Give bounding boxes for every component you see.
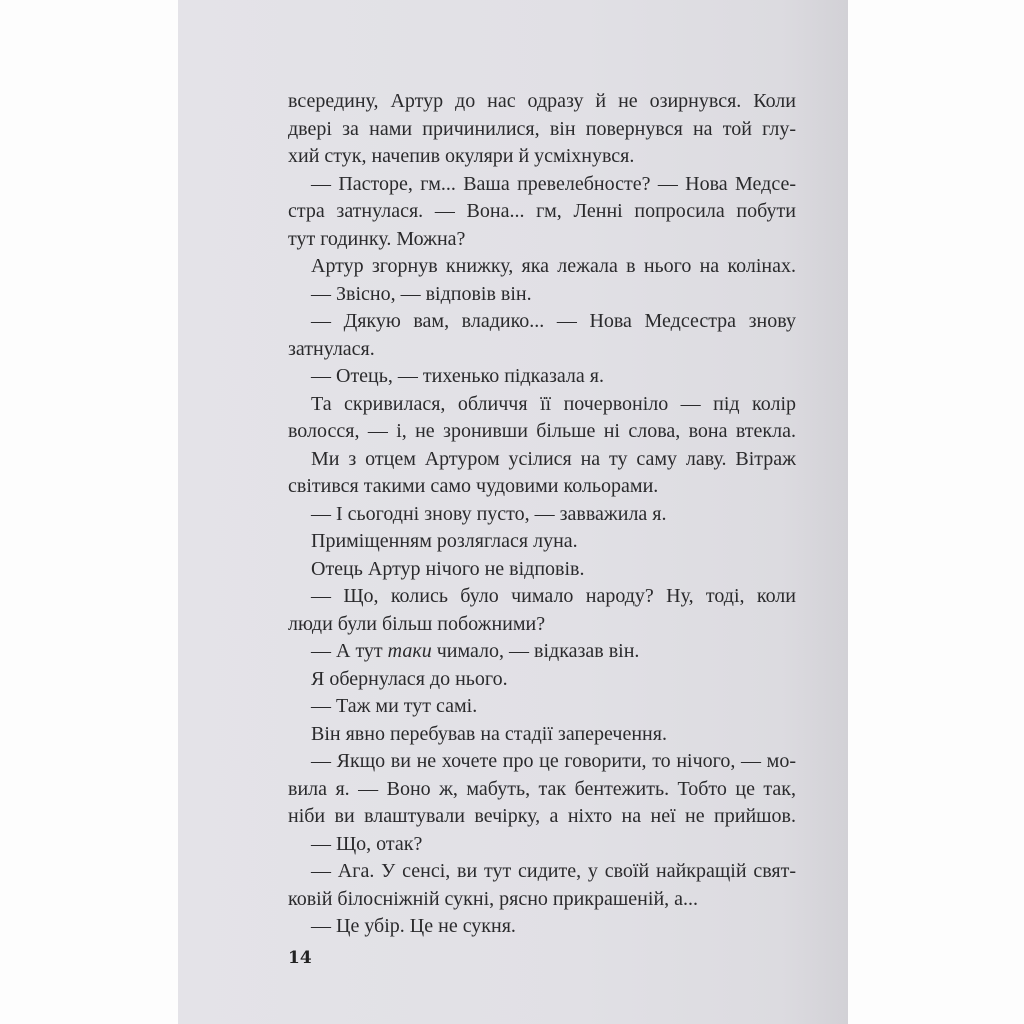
text-line: люди були більш побожними? [288,612,546,635]
text-line: двері за нами причинилися, він повернувся на той глу- [288,117,796,140]
text-line: ковій білосніжній сукні, рясно прикрашеній, а... [288,887,699,910]
text-line: Приміщенням розляглася луна. [311,530,578,552]
text-line: затнулася. [288,337,375,360]
body-text [288,88,796,941]
text-line: Артур згорнув книжку, яка лежала в нього на колінах. [311,255,796,277]
text-line: — Пасторе, гм... Ваша превелебносте? — Нова Медсе- [311,172,796,195]
text-line: світився такими само чудовими кольорами. [288,475,659,497]
text-line: Ми з отцем Артуром усілися на ту саму лаву. Вітраж [311,447,796,470]
text-line: — Це убір. Це не сукня. [311,915,516,937]
text-line: Отець Артур нічого не відповів. [311,557,585,580]
text-line: — Що, колись було чимало народу? Ну, тоді, коли [311,585,796,607]
text-line: хий стук, начепив окуляри й усміхнувся. [288,145,635,167]
text-line: — А тут таки чимало, — відказав він. [311,640,640,662]
book-page [178,0,848,1024]
text-line: ніби ви влаштували вечірку, а ніхто на неї не прийшов. [288,805,796,827]
text-line: — Отець, — тихенько підказала я. [311,365,604,387]
text-line: — Якщо ви не хочете про це говорити, то нічого, — мо- [311,750,796,772]
text-line: — Дякую вам, владико... — Нова Медсестра знову [311,310,796,332]
text-line: тут годинку. Можна? [288,227,466,250]
text-line: — І сьогодні знову пусто, — завважила я. [311,502,667,525]
text-line: — Ага. У сенсі, ви тут сидите, у своїй найкращій свят- [311,860,796,882]
text-line: — Таж ми тут самі. [311,695,478,717]
text-line: волосся, — і, не зронивши більше ні слова, вона втекла. [288,420,796,442]
text-line: вила я. — Воно ж, мабуть, так бентежить. Тобто це так, [288,777,796,800]
text-line: Він явно перебував на стадії заперечення. [311,722,667,745]
text-line: — Звісно, — відповів він. [311,282,532,305]
text-line: Та скривилася, обличчя її почервоніло — під колір [311,392,796,415]
page-number: 14 [288,947,312,968]
text-line: стра затнулася. — Вона... гм, Ленні попросила побути [288,200,796,222]
text-column [288,88,796,969]
italic-emphasis: таки [387,640,432,662]
text-line: всередину, Артур до нас одразу й не озирнувся. Коли [288,90,796,112]
text-line: Я обернулася до нього. [311,667,508,690]
text-line: — Що, отак? [311,832,423,855]
